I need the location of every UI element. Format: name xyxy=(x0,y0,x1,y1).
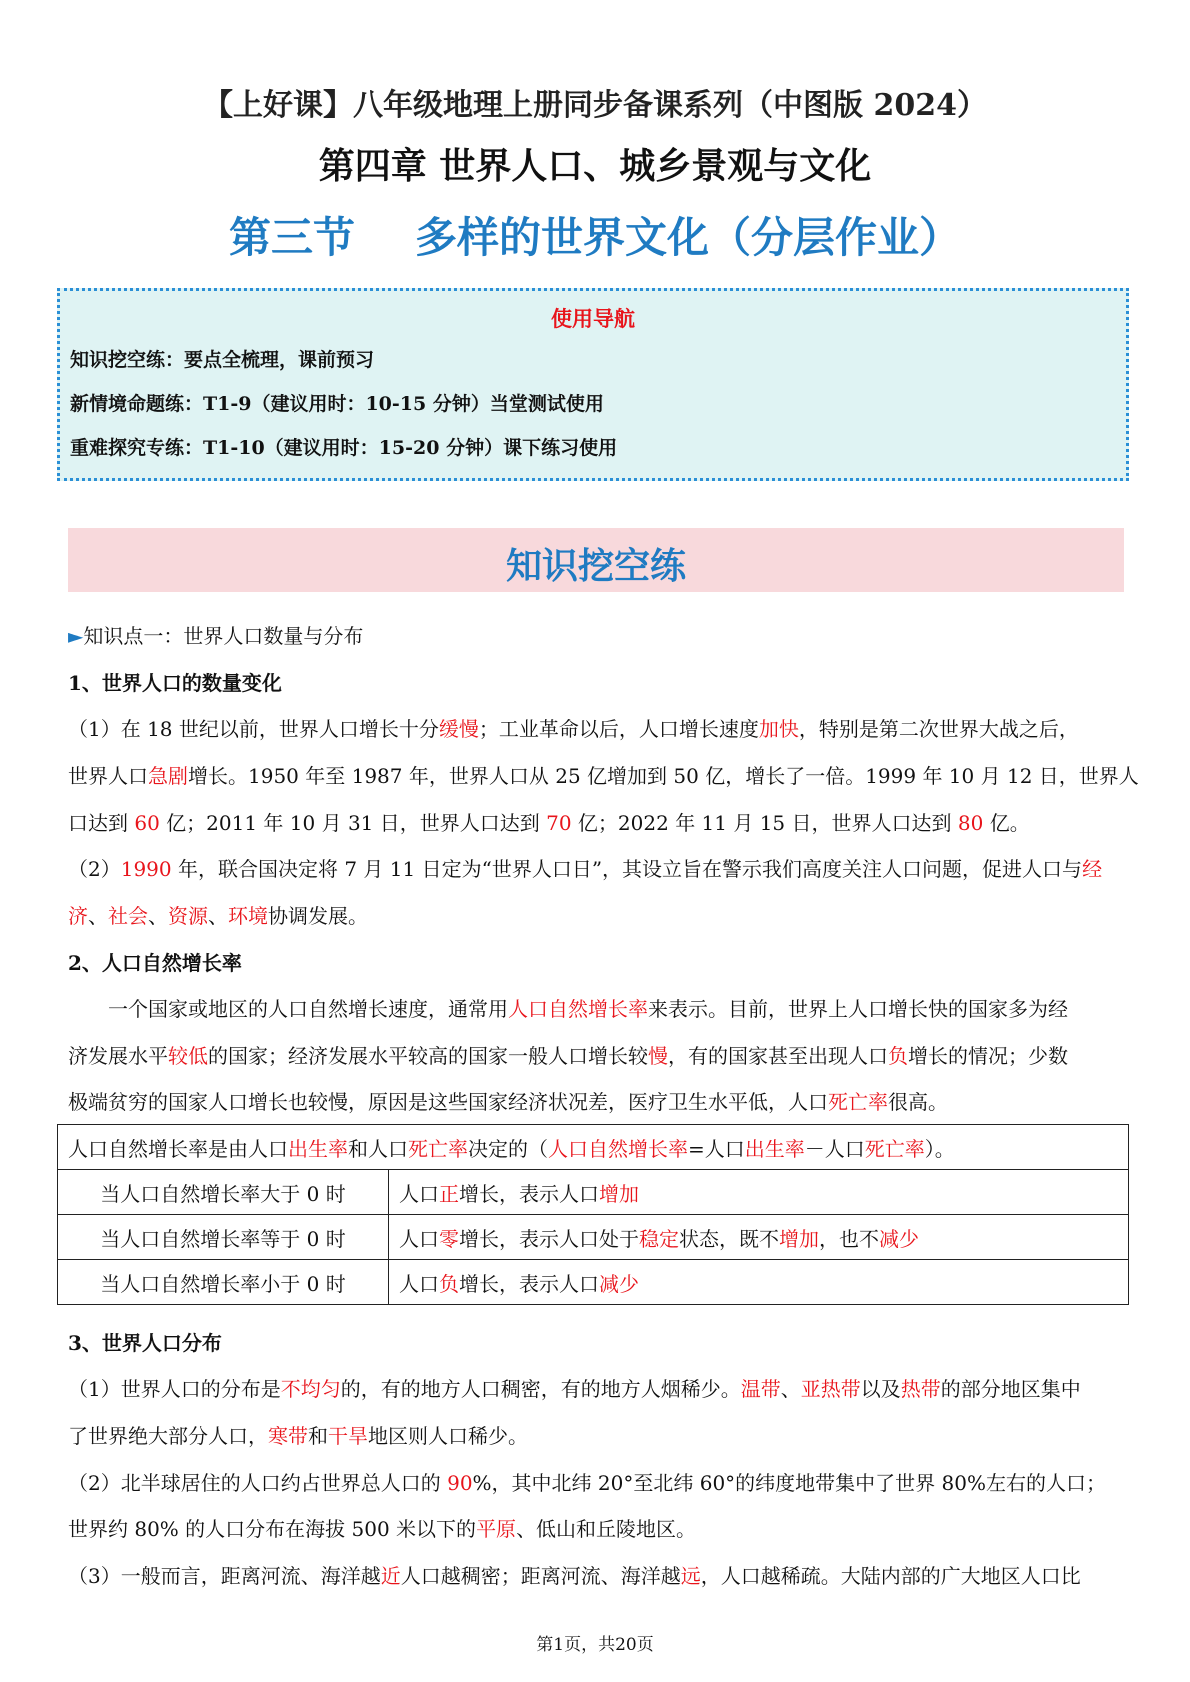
triangle-bullet-icon: ► xyxy=(68,624,84,648)
paragraph-line: 口达到 60 亿；2011 年 10 月 31 日，世界人口达到 70 亿；2022 年 11 月 15 日，世界人口达到 80 亿。 xyxy=(68,811,1030,835)
guide-line: 新情境命题练：T1-9（建议用时：10-15 分钟）当堂测试使用 xyxy=(70,393,604,415)
paragraph-line: （3）一般而言，距离河流、海洋越近人口越稠密；距离河流、海洋越远，人口越稀疏。大陆内部的广大地区人口比 xyxy=(68,1564,1081,1588)
paragraph-line: 济发展水平较低的国家；经济发展水平较高的国家一般人口增长较慢，有的国家甚至出现人口负增长的情况；少数 xyxy=(68,1044,1068,1068)
paragraph-line: 极端贫穷的国家人口增长也较慢，原因是这些国家经济状况差，医疗卫生水平低，人口死亡率很高。 xyxy=(68,1090,948,1114)
section-number: 第三节 xyxy=(228,213,355,262)
paragraph-line: 济、社会、资源、环境协调发展。 xyxy=(68,904,368,928)
table-cell: 当人口自然增长率等于 0 时 xyxy=(58,1215,389,1260)
table-row xyxy=(58,1170,1129,1215)
table-row xyxy=(58,1215,1129,1260)
knowledge-point-heading xyxy=(68,620,363,649)
paragraph-line: （1）在 18 世纪以前，世界人口增长十分缓慢；工业革命以后，人口增长速度加快，特别是第二次世界大战之后， xyxy=(68,717,1079,741)
section-title xyxy=(0,205,1190,265)
guide-line: 重难探究专练：T1-10（建议用时：15-20 分钟）课下练习使用 xyxy=(70,437,618,459)
paragraph-line: （1）世界人口的分布是不均匀的，有的地方人口稠密，有的地方人烟稀少。温带、亚热带以及热带的部分地区集中 xyxy=(68,1377,1081,1401)
subsection-heading: 1、世界人口的数量变化 xyxy=(68,671,282,695)
table-row xyxy=(58,1260,1129,1305)
guide-title: 使用导航 xyxy=(551,307,635,331)
knowledge-point-label: 知识点一：世界人口数量与分布 xyxy=(83,624,364,648)
table-header-cell: 人口自然增长率是由人口出生率和人口死亡率决定的（人口自然增长率=人口出生率－人口死亡率）。 xyxy=(58,1125,1129,1170)
banner-title: 知识挖空练 xyxy=(505,546,686,587)
paragraph-line: 世界约 80% 的人口分布在海拔 500 米以下的平原、低山和丘陵地区。 xyxy=(68,1517,697,1541)
paragraph-line: （2）1990 年，联合国决定将 7 月 11 日定为“世界人口日”，其设立旨在警示我们高度关注人口问题，促进人口与经 xyxy=(68,857,1103,881)
usage-guide-box xyxy=(57,288,1129,481)
page-number: 第1页，共20页 xyxy=(536,1635,654,1655)
table-cell: 当人口自然增长率小于 0 时 xyxy=(58,1260,389,1305)
growth-rate-table xyxy=(57,1124,1129,1305)
table-cell: 人口正增长，表示人口增加 xyxy=(389,1170,1129,1215)
subsection-heading: 3、世界人口分布 xyxy=(68,1331,222,1355)
table-row xyxy=(58,1125,1129,1170)
paragraph-line: 一个国家或地区的人口自然增长速度，通常用人口自然增长率来表示。目前，世界上人口增长快的国家多为经 xyxy=(108,997,1068,1021)
paragraph-line: 世界人口急剧增长。1950 年至 1987 年，世界人口从 25 亿增加到 50 亿，增长了一倍。1999 年 10 月 12 日，世界人 xyxy=(68,764,1139,788)
table-cell: 当人口自然增长率大于 0 时 xyxy=(58,1170,389,1215)
table-cell: 人口零增长，表示人口处于稳定状态，既不增加，也不减少 xyxy=(389,1215,1129,1260)
table-cell: 人口负增长，表示人口减少 xyxy=(389,1260,1129,1305)
paragraph-line: （2）北半球居住的人口约占世界总人口的 90%，其中北纬 20°至北纬 60°的纬度地带集中了世界 80%左右的人口； xyxy=(68,1471,1106,1495)
section-name: 多样的世界文化（分层作业） xyxy=(415,213,962,262)
chapter-title: 第四章 世界人口、城乡景观与文化 xyxy=(318,146,872,187)
section-banner xyxy=(68,528,1124,592)
guide-line: 知识挖空练：要点全梳理，课前预习 xyxy=(70,349,375,371)
series-title: 【上好课】八年级地理上册同步备课系列（中图版 2024） xyxy=(203,88,987,123)
paragraph-line: 了世界绝大部分人口，寒带和干旱地区则人口稀少。 xyxy=(68,1424,528,1448)
subsection-heading: 2、人口自然增长率 xyxy=(68,951,242,975)
